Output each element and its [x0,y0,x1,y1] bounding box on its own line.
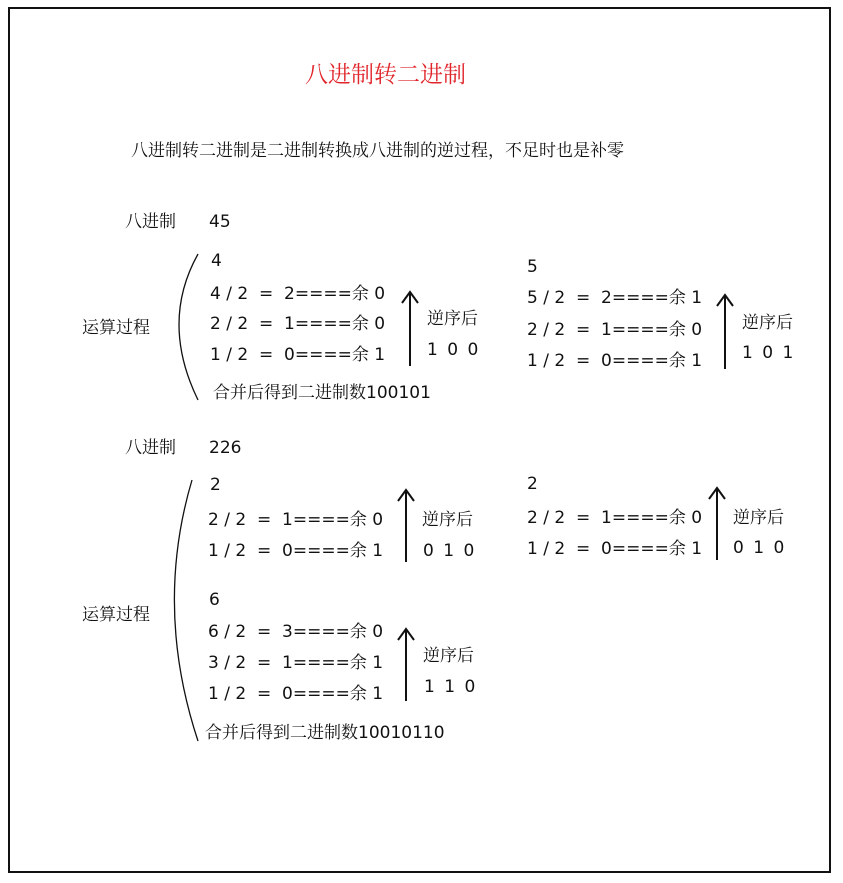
up-arrow-icon [396,627,416,703]
process-brace-2 [162,478,202,743]
diagram-title: 八进制转二进制 [305,62,466,88]
reverse-result: 1 1 0 [424,677,478,697]
division-line: 1 / 2 = 0====余 1 [527,539,703,559]
digit-4: 4 [211,251,222,271]
up-arrow-icon [707,486,727,562]
division-line: 1 / 2 = 0====余 1 [210,345,386,365]
reverse-label: 逆序后 [742,313,793,333]
reverse-result: 0 1 0 [423,541,477,561]
digit-6: 6 [209,590,220,610]
digit-5: 5 [527,257,538,277]
reverse-result: 0 1 0 [733,538,787,558]
division-line: 5 / 2 = 2====余 1 [527,288,703,308]
reverse-result: 1 0 1 [742,343,796,363]
octal-value-1: 45 [209,212,231,232]
reverse-label: 逆序后 [422,510,473,530]
division-line: 3 / 2 = 1====余 1 [208,653,384,673]
diagram-subtitle: 八进制转二进制是二进制转换成八进制的逆过程，不足时也是补零 [131,141,624,161]
digit-2: 2 [527,474,538,494]
division-line: 4 / 2 = 2====余 0 [210,284,386,304]
merge-result-1: 合并后得到二进制数100101 [213,383,431,403]
octal-label-1: 八进制 [125,212,176,232]
process-label-1: 运算过程 [82,318,150,338]
up-arrow-icon [715,293,735,373]
reverse-label: 逆序后 [427,309,478,329]
octal-value-2: 226 [209,438,242,458]
division-line: 1 / 2 = 0====余 1 [208,684,384,704]
reverse-label: 逆序后 [423,646,474,666]
division-line: 2 / 2 = 1====余 0 [527,320,703,340]
division-line: 1 / 2 = 0====余 1 [527,351,703,371]
division-line: 6 / 2 = 3====余 0 [208,622,384,642]
division-line: 1 / 2 = 0====余 1 [208,541,384,561]
octal-label-2: 八进制 [125,438,176,458]
digit-2: 2 [210,475,221,495]
division-line: 2 / 2 = 1====余 0 [208,510,384,530]
up-arrow-icon [396,488,416,564]
process-label-2: 运算过程 [82,605,150,625]
division-line: 2 / 2 = 1====余 0 [527,508,703,528]
merge-result-2: 合并后得到二进制数10010110 [205,723,445,743]
division-line: 2 / 2 = 1====余 0 [210,314,386,334]
reverse-result: 1 0 0 [427,340,481,360]
reverse-label: 逆序后 [733,508,784,528]
process-brace-1 [160,252,200,402]
up-arrow-icon [400,290,420,370]
